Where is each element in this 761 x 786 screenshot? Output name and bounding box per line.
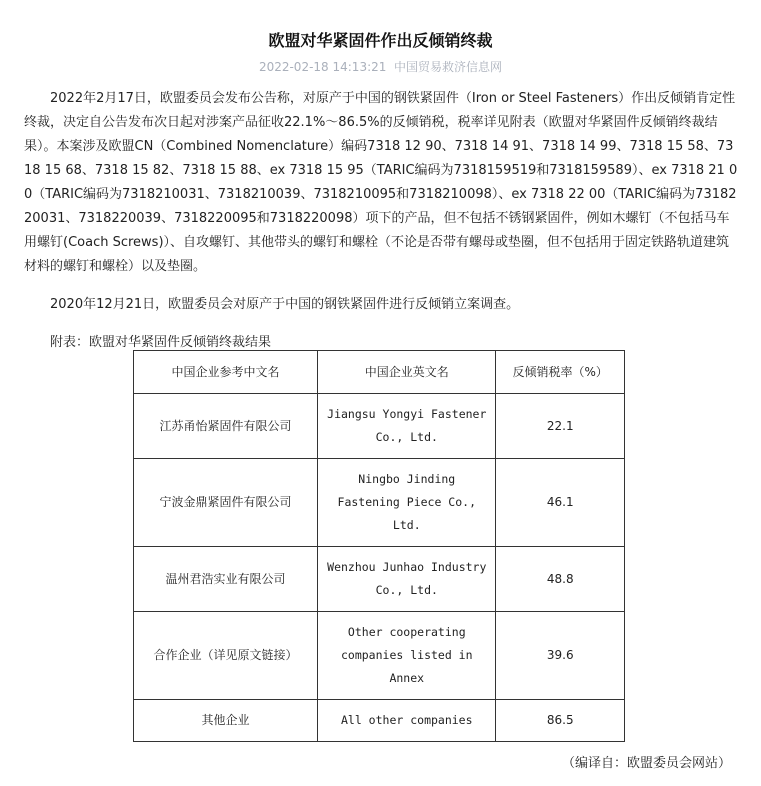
- article-meta: [0, 58, 761, 75]
- duty-rate: 22.1: [496, 394, 625, 459]
- duty-table: [133, 350, 625, 742]
- duty-rate: 39.6: [496, 612, 625, 700]
- article-source: 中国贸易救济信息网: [394, 60, 503, 74]
- company-en: All other companies: [318, 700, 496, 742]
- column-header: 中国企业英文名: [318, 351, 496, 394]
- duty-rate: 46.1: [496, 459, 625, 547]
- company-en: Ningbo Jinding Fastening Piece Co., Ltd.: [318, 459, 496, 547]
- company-cn: 宁波金鼎紧固件有限公司: [134, 459, 318, 547]
- source-credit: （编译自：欧盟委员会网站）: [561, 756, 731, 771]
- company-cn: 温州君浩实业有限公司: [134, 547, 318, 612]
- table-row: [134, 459, 625, 547]
- table-row: [134, 394, 625, 459]
- column-header: 中国企业参考中文名: [134, 351, 318, 394]
- column-header: 反倾销税率（%）: [496, 351, 625, 394]
- company-cn: 江苏甬怡紧固件有限公司: [134, 394, 318, 459]
- article-body: [24, 87, 738, 369]
- paragraph: 2022年2月17日，欧盟委员会发布公告称，对原产于中国的钢铁紧固件（Iron or Steel Fasteners）作出反倾销肯定性终裁，决定自公告发布次日起对涉案产品征收22.1%～86.5%的反倾销税，税率详见附表（欧盟对华紧固件反倾销终裁结果）。本案涉及欧盟CN（Combined Nomenclature）编码7318 12 90、7318 14 91、7318 14 99、7318 15 58、7318 15 68、7318 15 82、7318 15 88、ex 7318 15 95（TARIC编码为7318159519和7318159589）、ex 7318 21 00（TARIC编码为7318210031、7318210039、7318210095和7318210098）、ex 7318 22 00（TARIC编码为7318220031、7318220039、7318220095和7318220098）项下的产品，但不包括不锈钢紧固件，例如木螺钉（不包括马车用螺钉(Coach Screws)）、自攻螺钉、其他带头的螺钉和螺栓（不论是否带有螺母或垫圈，但不包括用于固定铁路轨道建筑材料的螺钉和螺栓）以及垫圈。: [24, 91, 738, 274]
- company-en: Wenzhou Junhao Industry Co., Ltd.: [318, 547, 496, 612]
- duty-rate: 48.8: [496, 547, 625, 612]
- table-row: [134, 700, 625, 742]
- company-en: Jiangsu Yongyi Fastener Co., Ltd.: [318, 394, 496, 459]
- table-header-row: [134, 351, 625, 394]
- table-row: [134, 612, 625, 700]
- article-title: 欧盟对华紧固件作出反倾销终裁: [268, 31, 493, 50]
- company-en: Other cooperating companies listed in Annex: [318, 612, 496, 700]
- table-caption: 附表：欧盟对华紧固件反倾销终裁结果: [50, 335, 272, 350]
- table-row: [134, 547, 625, 612]
- paragraph: 2020年12月21日，欧盟委员会对原产于中国的钢铁紧固件进行反倾销立案调查。: [50, 297, 520, 312]
- article-datetime: 2022-02-18 14:13:21: [258, 60, 387, 74]
- duty-rate: 86.5: [496, 700, 625, 742]
- company-cn: 合作企业（详见原文链接）: [134, 612, 318, 700]
- company-cn: 其他企业: [134, 700, 318, 742]
